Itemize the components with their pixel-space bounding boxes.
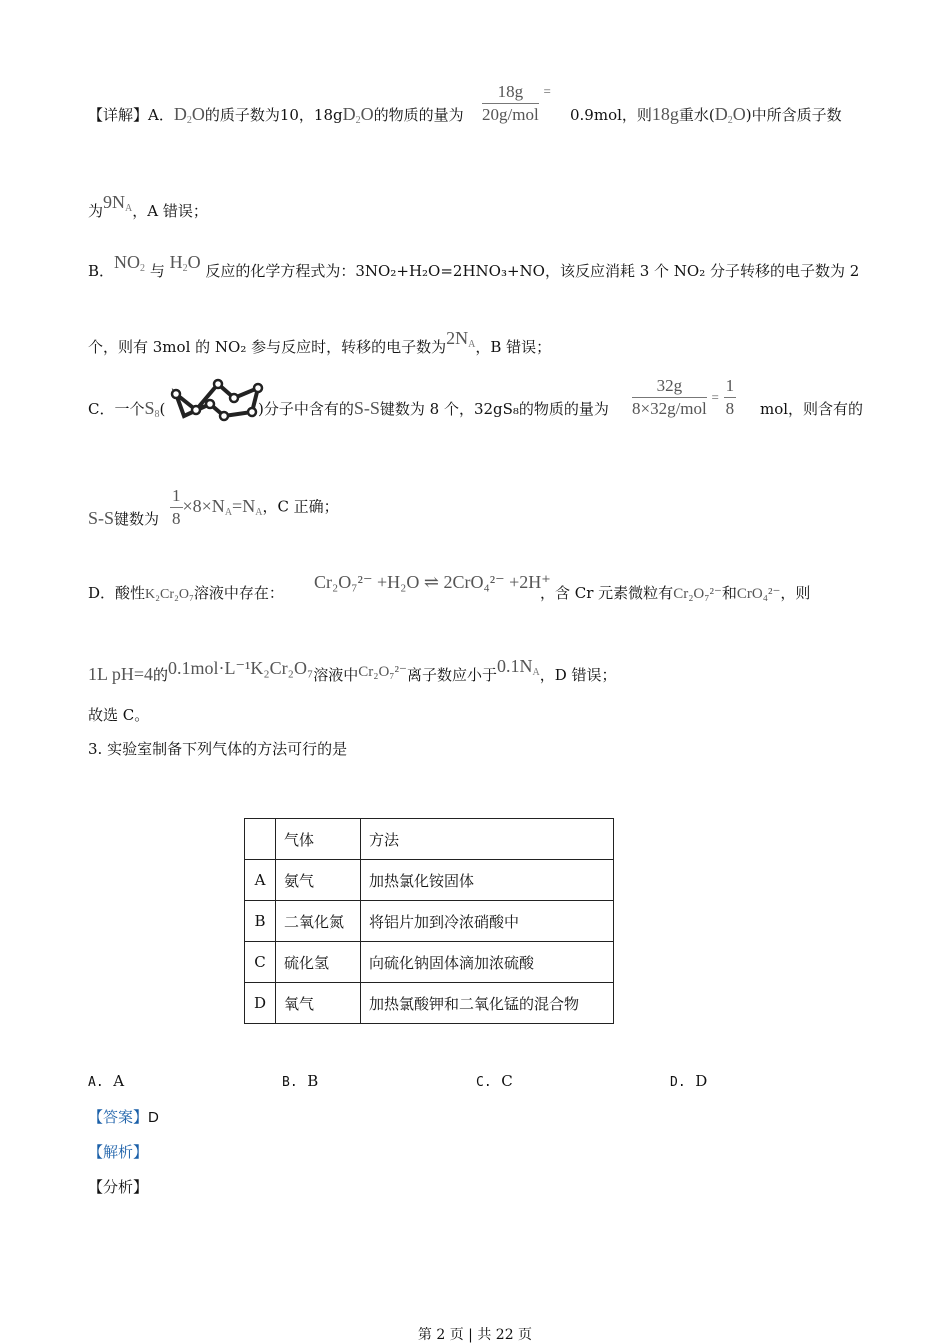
conclusion: 故选 C。 [88,706,150,724]
detail-line-c-mid: )分子中含有的S-S键数为 8 个，32gS₈的物质的量为 [258,398,609,418]
table-row: A 氨气 加热氯化铵固体 [245,860,614,901]
table-row: C 硫化氢 向硫化钠固体滴加浓硫酸 [245,942,614,983]
detail-line-c: C．一个$S_8$( [88,398,166,420]
detail-line-a: 【详解】A．$D_2O$的质子数为10，$18gD_2O$的物质的量为 [88,104,464,126]
fenxi-label: 【分析】 [88,1178,149,1196]
page-footer: 第 2 页 | 共 22 页 [417,1327,533,1343]
detail-line-d2: 1L pH=4的0.1mol·L⁻¹K₂Cr₂O₇溶液中Cr₂O₇²⁻离子数应小于$0.1N_A$，D 错误； [88,656,617,684]
d2o-formula: $D_2O$ [173,104,205,126]
table-header-row: 气体 方法 [245,819,614,860]
detail-line-a2: 为$9N_A$，A 错误； [88,192,208,220]
detail-line-b2: 个，则有 3mol 的 NO₂ 参与反应时，转移的电子数为$2N_A$，B 错误； [88,328,552,356]
d2o-formula: $D_2O$ [342,104,374,126]
s8-molecule-image [166,376,270,424]
detail-line-b: B．$NO_2$ 与 $H_2O$ 反应的化学方程式为：3NO₂+H₂O=2HNO₃+NO，该反应消耗 3 个 NO₂ 分子转移的电子数为 2 [88,252,860,280]
detail-line-c-end: mol，则含有的 [760,400,864,418]
answer-value: D [148,1109,159,1126]
analysis-label: 【解析】 [88,1143,149,1161]
option-b: B. B [282,1072,319,1090]
equilibrium-equation: Cr₂O₇²⁻ +H₂O ⇌ 2CrO₄²⁻ +2H⁺ [314,572,551,592]
bond-count-expr: $\frac{1}{8}$ $\times 8\times N_A=N_A$，C 正确； [172,486,339,528]
detail-line-d-end: ，含 Cr 元素微粒有Cr₂O₇²⁻和CrO₄²⁻，则 [540,584,811,602]
answer-line [88,1106,159,1127]
detail-line-c2-a: S-S键数为 [88,508,160,528]
answer-label: 【答案】 [88,1108,149,1126]
detail-line-d: D．酸性K₂Cr₂O₇溶液中存在： [88,584,284,602]
detail-label: 【详解】A． [88,106,174,124]
question-3: 3. 实验室制备下列气体的方法可行的是 [88,740,348,758]
detail-line-a-end: 0.9mol，则18g重水$(D_2O)$中所含质子数 [570,104,842,126]
table-row: B 二氧化氮 将铝片加到冷浓硝酸中 [245,901,614,942]
s8-fraction: $\frac{32g}{\text{8×32g/mol}}$ = $\frac{1}{8}$ [632,376,735,418]
option-d: D. D [670,1072,708,1090]
table-row: D 氧气 加热氯酸钾和二氧化锰的混合物 [245,983,614,1024]
mass-fraction: $\frac{18g}{\text{20g/mol}}$ = [482,82,551,124]
option-c: C. C [476,1072,513,1090]
gas-method-table [244,818,614,1024]
option-a: A. A [88,1072,125,1090]
